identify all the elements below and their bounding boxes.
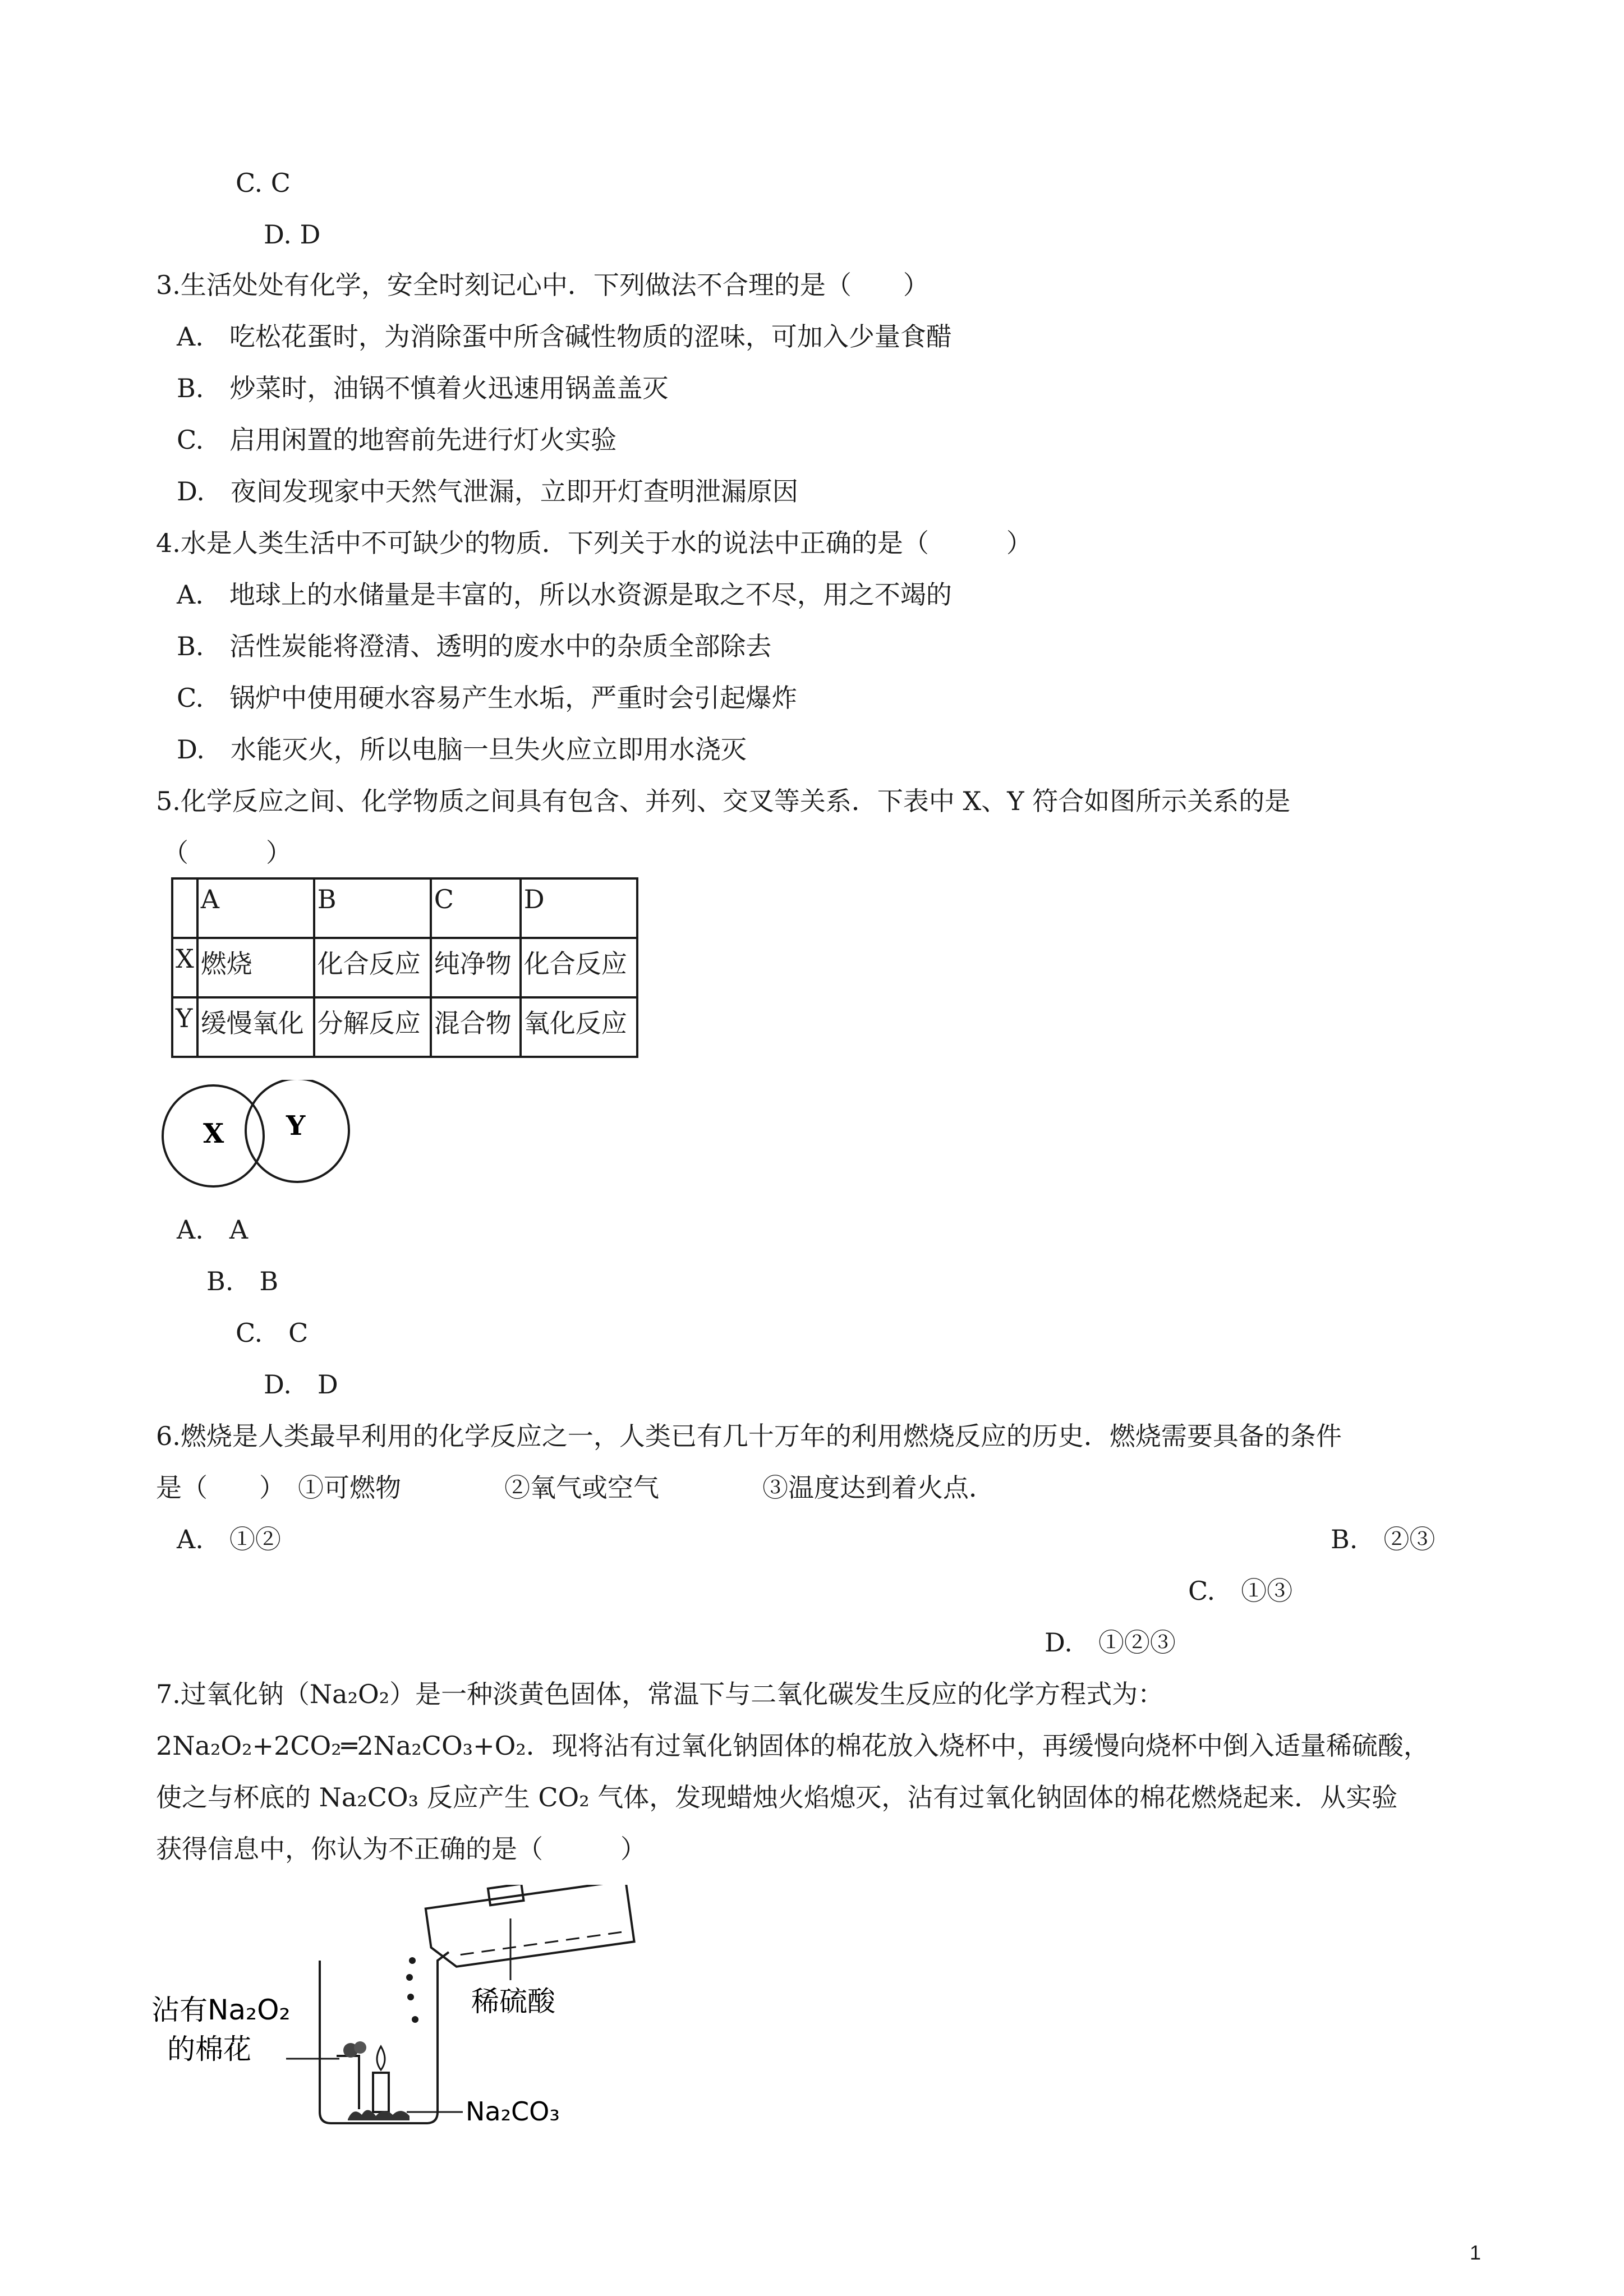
- q6-option-a: A. ①②: [177, 1524, 281, 1554]
- candle: [373, 2073, 389, 2112]
- venn-label-x: X: [203, 1118, 224, 1149]
- table-row: [172, 938, 637, 997]
- q3-option-a: A. 吃松花蛋时，为消除蛋中所含碱性物质的涩味，可加入少量食醋: [177, 321, 952, 352]
- table-cell: 纯净物: [431, 938, 521, 997]
- acid-drop: [407, 1994, 414, 2000]
- question-5-paren: （ ）: [163, 838, 292, 868]
- q3-option-b: B. 炒菜时，油锅不慎着火迅速用锅盖盖灭: [177, 373, 669, 403]
- q5-option-c: C. C: [236, 1318, 309, 1348]
- acid-label: 稀硫酸: [471, 1985, 555, 2018]
- table-cell: B: [314, 878, 431, 938]
- acid-drop: [406, 1974, 413, 1981]
- venn-label-y: Y: [286, 1110, 306, 1142]
- question-4: 4.水是人类生活中不可缺少的物质．下列关于水的说法中正确的是（ ）: [156, 528, 1032, 558]
- table-cell: A: [197, 878, 314, 938]
- table-cell: [172, 878, 197, 938]
- table-cell: 混合物: [431, 997, 521, 1057]
- q6-option-d: D. ①②③: [1045, 1627, 1176, 1658]
- question-5: 5.化学反应之间、化学物质之间具有包含、并列、交叉等关系．下表中 X、Y 符合如图所示关系的是: [156, 786, 1291, 816]
- option-c-prev: C. C: [236, 168, 291, 198]
- question-7: 7.过氧化钠（Na₂O₂）是一种淡黄色固体，常温下与二氧化碳发生反应的化学方程式为：: [156, 1679, 1164, 1709]
- candle-flame: [377, 2046, 385, 2070]
- q4-option-c: C. 锅炉中使用硬水容易产生水垢，严重时会引起爆炸: [177, 683, 798, 713]
- table-cell: X: [172, 938, 197, 997]
- venn-diagram: [157, 1080, 370, 1192]
- q5-option-d: D. D: [264, 1369, 338, 1400]
- table-cell: 化合反应: [314, 938, 431, 997]
- q6-option-c: C. ①③: [1188, 1576, 1293, 1606]
- cotton: [354, 2041, 366, 2054]
- q5-option-a: A. A: [177, 1214, 249, 1245]
- option-d-prev: D. D: [264, 219, 321, 250]
- table-cell: D: [521, 878, 637, 938]
- acid-drop: [409, 1957, 416, 1964]
- experiment-figure: [151, 1885, 656, 2143]
- table-cell: 氧化反应: [521, 997, 637, 1057]
- table-cell: 化合反应: [521, 938, 637, 997]
- carbonate-label: Na₂CO₃: [466, 2096, 560, 2127]
- acid-bottle: [424, 1885, 634, 1970]
- acid-drop: [412, 2016, 418, 2023]
- q5-option-b: B. B: [206, 1266, 279, 1296]
- question-6-line2: 是（ ） ①可燃物 ②氧气或空气 ③温度达到着火点．: [156, 1473, 995, 1503]
- table-row: [172, 997, 637, 1057]
- q3-option-d: D. 夜间发现家中天然气泄漏，立即开灯查明泄漏原因: [177, 476, 798, 507]
- q4-option-b: B. 活性炭能将澄清、透明的废水中的杂质全部除去: [177, 631, 772, 661]
- table-cell: 缓慢氧化: [197, 997, 314, 1057]
- table-header-row: [172, 878, 637, 938]
- q4-option-a: A. 地球上的水储量是丰富的，所以水资源是取之不尽，用之不竭的: [177, 579, 952, 610]
- table-cell: Y: [172, 997, 197, 1057]
- q3-option-c: C. 启用闲置的地窖前先进行灯火实验: [177, 425, 617, 455]
- q4-option-d: D. 水能灭火，所以电脑一旦失火应立即用水浇灭: [177, 734, 747, 765]
- question-6: 6.燃烧是人类最早利用的化学反应之一，人类已有几十万年的利用燃烧反应的历史．燃烧需要具备的条件: [156, 1421, 1342, 1451]
- question-7-line4: 获得信息中，你认为不正确的是（ ）: [156, 1834, 646, 1864]
- table-cell: 燃烧: [197, 938, 314, 997]
- question-7-line3: 使之与杯底的 Na₂CO₃ 反应产生 CO₂ 气体，发现蜡烛火焰熄灭，沾有过氧化钠固体的棉花燃烧起来．从实验: [156, 1782, 1398, 1812]
- question-7-line2: 2Na₂O₂+2CO₂═2Na₂CO₃+O₂．现将沾有过氧化钠固体的棉花放入烧杯中，再缓慢向烧杯中倒入适量稀硫酸，: [156, 1731, 1429, 1761]
- table-cell: 分解反应: [314, 997, 431, 1057]
- page-number: 1: [1470, 2241, 1482, 2264]
- beaker: [320, 1952, 449, 2123]
- q5-table: [171, 877, 638, 1058]
- q6-option-b: B. ②③: [1331, 1524, 1436, 1554]
- cotton-label-line1: 沾有Na₂O₂: [151, 1994, 291, 2026]
- cotton-label-line2: 的棉花: [167, 2033, 251, 2065]
- question-3: 3.生活处处有化学，安全时刻记心中．下列做法不合理的是（ ）: [156, 270, 929, 300]
- table-cell: C: [431, 878, 521, 938]
- cotton-stand: [337, 2056, 359, 2109]
